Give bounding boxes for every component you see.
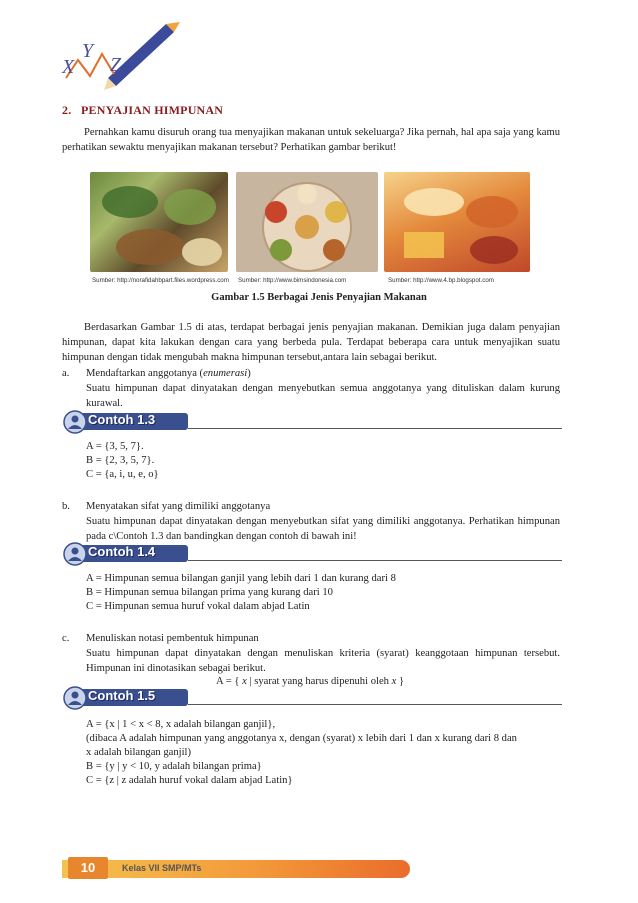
figure-caption: Gambar 1.5 Berbagai Jenis Penyajian Makanan — [211, 292, 427, 303]
contoh-divider — [188, 704, 562, 705]
food-photo-2 — [236, 172, 378, 272]
contoh-1-4-line-3: C = Himpunan semua huruf vokal dalam abjad Latin — [86, 601, 310, 612]
item-b-marker: b. — [62, 501, 70, 512]
contoh-1-3-line-1: A = {3, 5, 7}. — [86, 441, 144, 452]
food-photo-3 — [384, 172, 530, 272]
photo-3-source: Sumber: http://www.4.bp.blogspot.com — [388, 277, 494, 284]
item-c-title: Menuliskan notasi pembentuk himpunan — [86, 633, 259, 644]
reader-icon — [62, 410, 88, 434]
item-a-title-pre: Mendaftarkan anggotanya ( — [86, 368, 204, 379]
xyz-logo — [48, 18, 188, 96]
item-a-title-em: enumerasi — [203, 368, 248, 379]
notation-pre: A = { — [216, 676, 243, 687]
photo-2-source: Sumber: http://www.bimsindonesia.com — [238, 277, 347, 284]
page-footer — [62, 857, 412, 879]
item-c-desc: Suatu himpunan dapat dinyatakan dengan menuliskan kriteria (syarat) keanggotaan himpunan tersebut. Himpunan ini dinotasikan sebagai berikut. — [86, 648, 560, 674]
contoh-1-3-label: Contoh 1.3 — [88, 412, 156, 427]
footer-text: Kelas VII SMP/MTs — [122, 863, 202, 873]
contoh-1-4-line-1: A = Himpunan semua bilangan ganjil yang lebih dari 1 dan kurang dari 8 — [86, 573, 396, 584]
contoh-1-5-label: Contoh 1.5 — [88, 688, 156, 703]
contoh-divider — [188, 428, 562, 429]
contoh-divider — [188, 560, 562, 561]
photo-1-source: Sumber: http://norafidahbpart.files.wordpress.com — [92, 277, 229, 284]
item-a-title — [86, 367, 251, 381]
notation-var: x — [242, 676, 247, 687]
logo-letter-y: Y — [82, 40, 94, 62]
contoh-1-4-line-2: B = Himpunan semua bilangan prima yang kurang dari 10 — [86, 587, 333, 598]
item-a-title-post: ) — [247, 368, 251, 379]
paragraph-methods: Berdasarkan Gambar 1.5 di atas, terdapat berbagai jenis penyajian makanan. Demikian juga dalam penyajian himpunan, dapat kita lakukan dengan cara yang berbeda pula. Terdapat beberapa cara untuk menyajikan suatu himpunan dengan tidak mengubah makna himpunan tersebut,antara lain sebagai berikut. — [62, 322, 560, 363]
footer-bar — [62, 860, 410, 878]
contoh-1-4-header — [62, 542, 562, 566]
reader-icon — [62, 542, 88, 566]
contoh-1-5-header — [62, 686, 562, 710]
contoh-1-3-line-2: B = {2, 3, 5, 7}. — [86, 455, 155, 466]
food-photo-1-art — [90, 172, 228, 272]
item-b-desc: Suatu himpunan dapat dinyatakan dengan menyebutkan sifat yang dimiliki anggotanya. Perhatikan himpunan pada c\Contoh 1.3 dan bandingkan dengan contoh di bawah ini! — [86, 516, 560, 542]
contoh-1-3-header — [62, 410, 562, 434]
notation-mid: | syarat yang harus dipenuhi oleh — [246, 676, 392, 687]
contoh-1-5-line-5: C = {z | z adalah huruf vokal dalam abjad Latin} — [86, 775, 293, 786]
contoh-1-5-line-4: B = {y | y < 10, y adalah bilangan prima} — [86, 761, 262, 772]
contoh-1-5-line-3: x adalah bilangan ganjil) — [86, 747, 192, 758]
food-photo-2-art — [236, 172, 378, 272]
item-b-title: Menyatakan sifat yang dimiliki anggotanya — [86, 501, 271, 512]
section-title: 2. PENYAJIAN HIMPUNAN — [62, 103, 224, 117]
intro-paragraph: Pernahkan kamu disuruh orang tua menyajikan makanan untuk sekeluarga? Jika pernah, hal apa saja yang kamu perhatikan sewaktu menyajikan makanan tersebut? Perhatikan gambar berikut! — [62, 127, 560, 153]
food-photo-1 — [90, 172, 228, 272]
contoh-1-4-label: Contoh 1.4 — [88, 544, 156, 559]
contoh-1-3-line-3: C = {a, i, u, e, o} — [86, 469, 159, 480]
item-c-marker: c. — [62, 633, 70, 644]
notation-post: } — [396, 676, 405, 687]
logo-letter-z: Z — [110, 54, 122, 76]
notation-var-2: x — [391, 676, 397, 687]
contoh-1-5-line-2: (dibaca A adalah himpunan yang anggotanya x, dengan (syarat) x lebih dari 1 dan x kurang dari 8 dan — [86, 733, 517, 744]
reader-icon — [62, 686, 88, 710]
page-number: 10 — [68, 857, 108, 879]
item-a-desc: Suatu himpunan dapat dinyatakan dengan menyebutkan semua anggotanya yang dituliskan dalam kurung kurawal. — [86, 383, 560, 409]
food-photo-3-art — [384, 172, 530, 272]
contoh-1-5-line-1: A = {x | 1 < x < 8, x adalah bilangan ganjil}, — [86, 719, 276, 730]
item-a-marker: a. — [62, 368, 70, 379]
logo-letter-x: X — [62, 56, 75, 78]
